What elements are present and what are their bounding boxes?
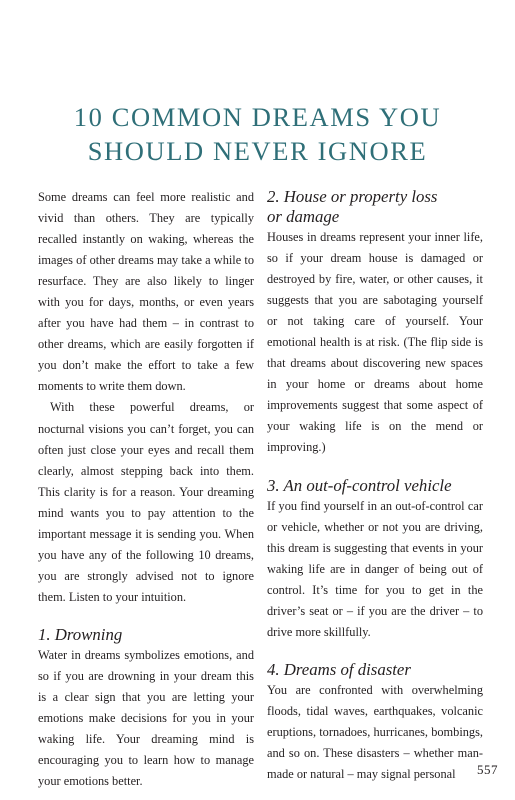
- page-number: 557: [477, 762, 498, 777]
- title-line-2: SHOULD NEVER IGNORE: [87, 135, 428, 166]
- section-heading-disaster: 4. Dreams of disaster: [267, 659, 411, 679]
- title-line-1: 10 COMMON DREAMS YOU: [73, 101, 442, 132]
- section-body-vehicle: If you find yourself in an out-of-control car or vehicle, whether or not you are driving, this dream is suggesting that events in your waking life are in danger of being out of control. It’s time for you to get in the driver’s seat or – if you are the driver – to drive more skillfully.: [267, 498, 483, 639]
- page-title: [0, 100, 515, 168]
- section-heading-house-loss-line-1: 2. House or property loss: [267, 187, 438, 206]
- intro-paragraph-1: Some dreams can feel more realistic and vivid than others. They are typically recalled instantly on waking, whereas the images of other dreams may take a while to resurface. They are also likely to linger with you for days, months, or even years after you have had them – in contrast to other dreams, which are easily forgotten if you don’t make the effort to take a few moments to write them down.: [38, 190, 254, 394]
- section-body-drowning: Water in dreams symbolizes emotions, and so if you are drowning in your dream this is a clear sign that you are letting your emotions make decisions for you in your waking life. Your dreaming mind is encouraging you to learn how to manage your emotions better.: [38, 647, 254, 789]
- section-heading-house-loss-line-2: or damage: [267, 207, 340, 226]
- section-body-house-loss: Houses in dreams represent your inner life, so if your dream house is damaged or destroyed by fire, water, or other causes, it suggests that you are sabotaging yourself or not taking care of yourself. Your emotional health is at risk. (The flip side is that dreams about discovering new spaces in your home or dreams about home improvements suggest that some aspect of your waking life is on the mend or improving.): [267, 230, 483, 455]
- section-heading-vehicle: 3. An out-of-control vehicle: [267, 475, 452, 495]
- section-body-disaster: You are confronted with overwhelming floods, tidal waves, earthquakes, volcanic eruptions, tornadoes, hurricanes, bombings, and so on. These disasters – whether man-made or natural – may signal personal: [267, 682, 483, 782]
- right-column: [267, 187, 483, 785]
- intro-paragraph-2: With these powerful dreams, or nocturnal visions you can’t forget, you can often just close your eyes and recall them clearly, almost stepping back into them. This clarity is for a reason. Your dreaming mind wants you to pay attention to the important message it is sending you. When you have any of the following 10 dreams, you are strongly advised not to ignore them. Listen to your intuition.: [38, 400, 254, 604]
- left-column: [38, 187, 254, 792]
- section-heading-house-loss: [267, 187, 483, 227]
- section-heading-drowning: 1. Drowning: [38, 624, 123, 644]
